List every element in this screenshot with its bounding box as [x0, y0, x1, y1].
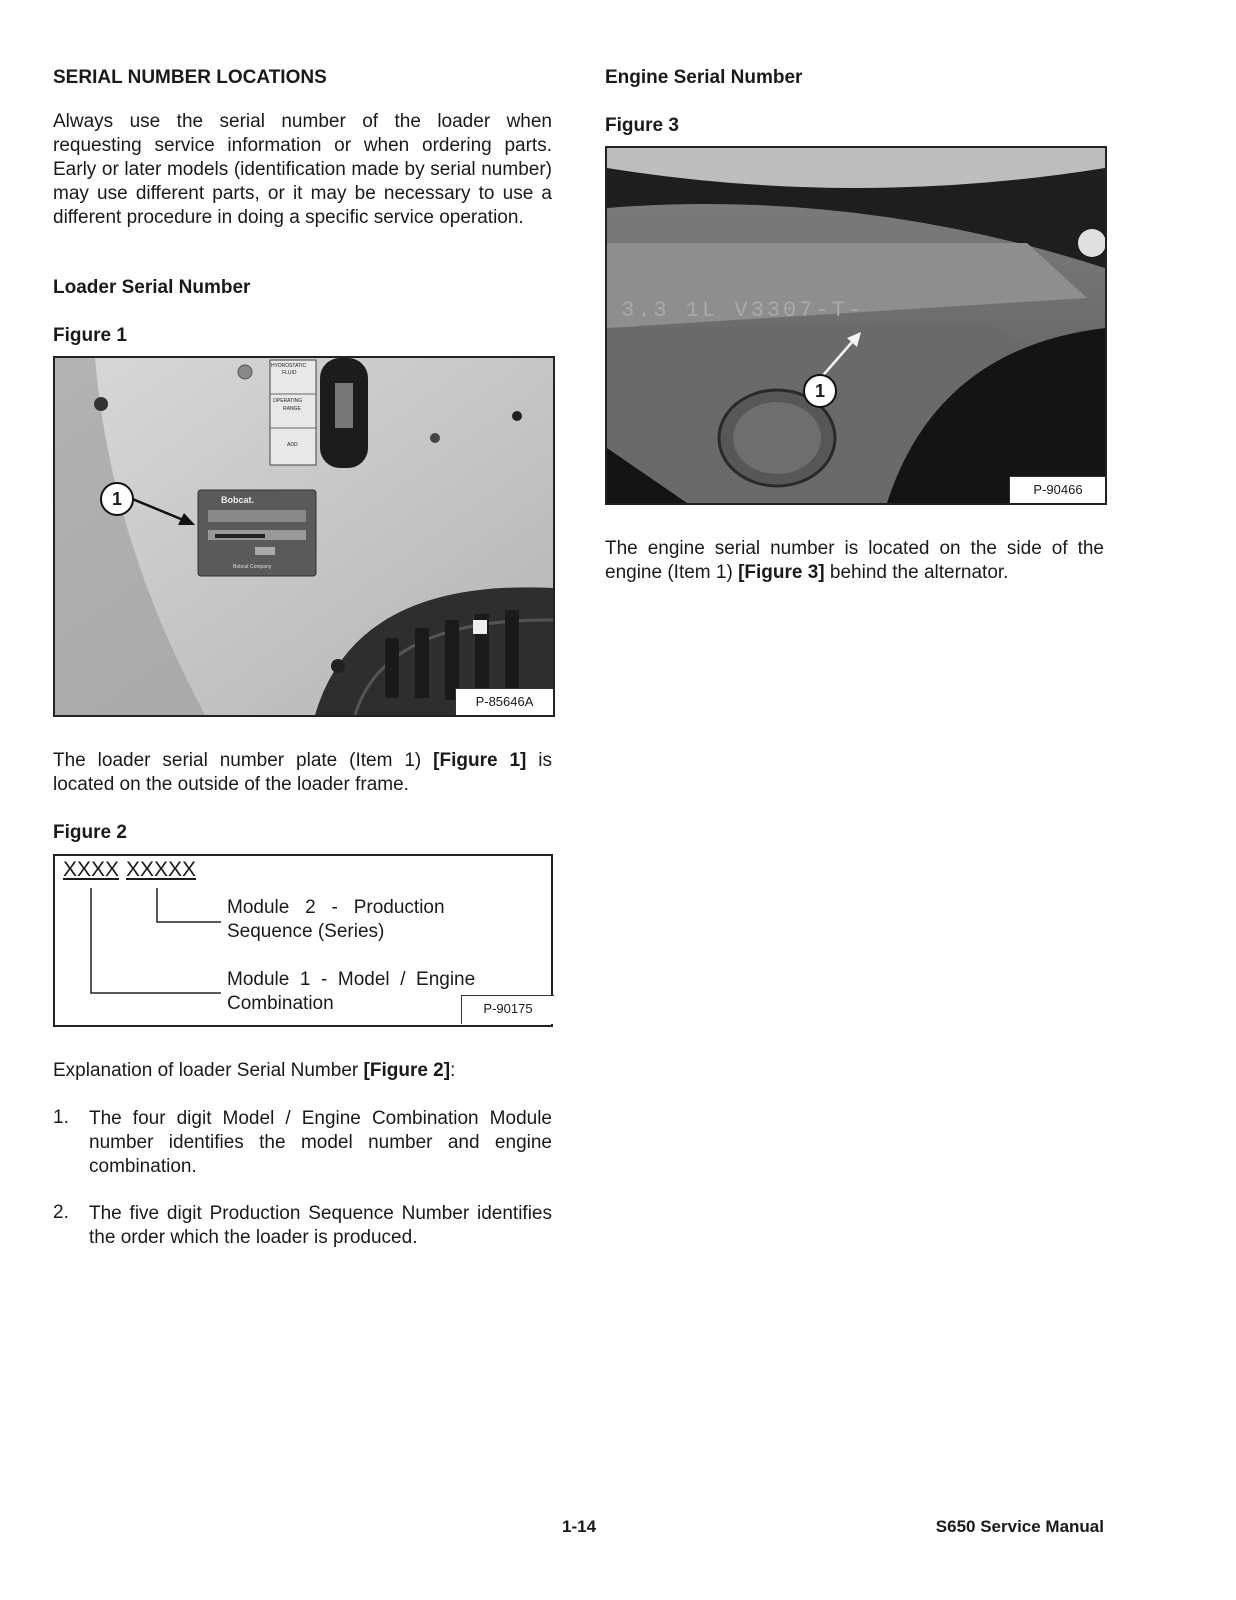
- section-title: SERIAL NUMBER LOCATIONS: [53, 67, 327, 88]
- plate-company: Bobcat Company: [233, 564, 272, 570]
- figure1-label: Figure 1: [53, 325, 127, 346]
- figure3-label: Figure 3: [605, 115, 679, 136]
- figure1-callout: 1: [100, 482, 134, 516]
- explain-post: :: [450, 1060, 456, 1081]
- module2-description: [227, 896, 480, 944]
- module1-line2: Combination: [227, 993, 334, 1014]
- para1-post: is located on the outside of the loader frame.: [53, 750, 552, 795]
- figure3-callout: 1: [803, 374, 837, 408]
- engine-stamp: 3.3 1L V3307-T-: [621, 298, 865, 323]
- page-number: 1-14: [562, 1517, 597, 1536]
- figure3-photo: [605, 146, 1107, 505]
- loader-plate-paragraph: [53, 749, 552, 797]
- list-item-2-text: The five digit Production Sequence Number identifies the order which the loader is produced.: [89, 1203, 552, 1248]
- para1-ref: [Figure 1]: [433, 750, 527, 771]
- module1-description: [227, 968, 480, 1016]
- list-item-1-text: The four digit Model / Engine Combination Module number identifies the model number and engine combination.: [89, 1108, 552, 1177]
- engine-serial-heading: Engine Serial Number: [605, 67, 803, 88]
- panel-text-1: FLUID: [282, 370, 297, 376]
- figure2-ptag: P-90175: [461, 995, 554, 1024]
- figure1-photo: [53, 356, 555, 717]
- panel-text-2: OPERATING: [273, 398, 303, 404]
- module2-line1: Module 2 - Production: [227, 897, 445, 918]
- figure3-ptag: P-90466: [1009, 476, 1107, 505]
- figure3-illustration: [607, 148, 1105, 503]
- figure2-diagram: [53, 854, 553, 1027]
- figure1-ptag: P-85646A: [455, 688, 554, 717]
- para1-pre: The loader serial number plate (Item 1): [53, 750, 434, 771]
- plate-brand: Bobcat.: [221, 495, 255, 505]
- intro-paragraph: Always use the serial number of the loader when requesting service information or when ordering parts. Early or later models (identification made by serial number) may use different parts, or it may be necessary to use a different procedure in doing a specific service operation.: [53, 111, 552, 228]
- code-model-engine: XXXX: [63, 858, 120, 881]
- explanation-intro: [53, 1059, 552, 1083]
- manual-title: S650 Service Manual: [935, 1517, 1104, 1536]
- explain-pre: Explanation of loader Serial Number: [53, 1060, 364, 1081]
- engine-serial-paragraph: [605, 537, 1104, 585]
- list-item-2-number: 2.: [53, 1202, 69, 1223]
- engine-para-post: behind the alternator.: [824, 562, 1009, 583]
- panel-text-4: ADD: [287, 442, 298, 448]
- engine-para-ref: [Figure 3]: [738, 562, 825, 583]
- loader-serial-heading: Loader Serial Number: [53, 277, 251, 298]
- explain-ref: [Figure 2]: [363, 1060, 451, 1081]
- figure1-illustration: [55, 358, 553, 715]
- panel-text-0: HYDROSTATIC: [271, 363, 307, 369]
- code-production-seq: XXXXX: [126, 858, 197, 881]
- list-item-1-number: 1.: [53, 1107, 69, 1128]
- engine-para-pre: The engine serial number is located on the side of the engine (Item 1): [605, 538, 1104, 583]
- figure2-label: Figure 2: [53, 822, 127, 843]
- panel-text-3: RANGE: [283, 406, 301, 412]
- module1-line1: Module 1 - Model / Engine: [227, 969, 476, 990]
- module2-line2: Sequence (Series): [227, 921, 385, 942]
